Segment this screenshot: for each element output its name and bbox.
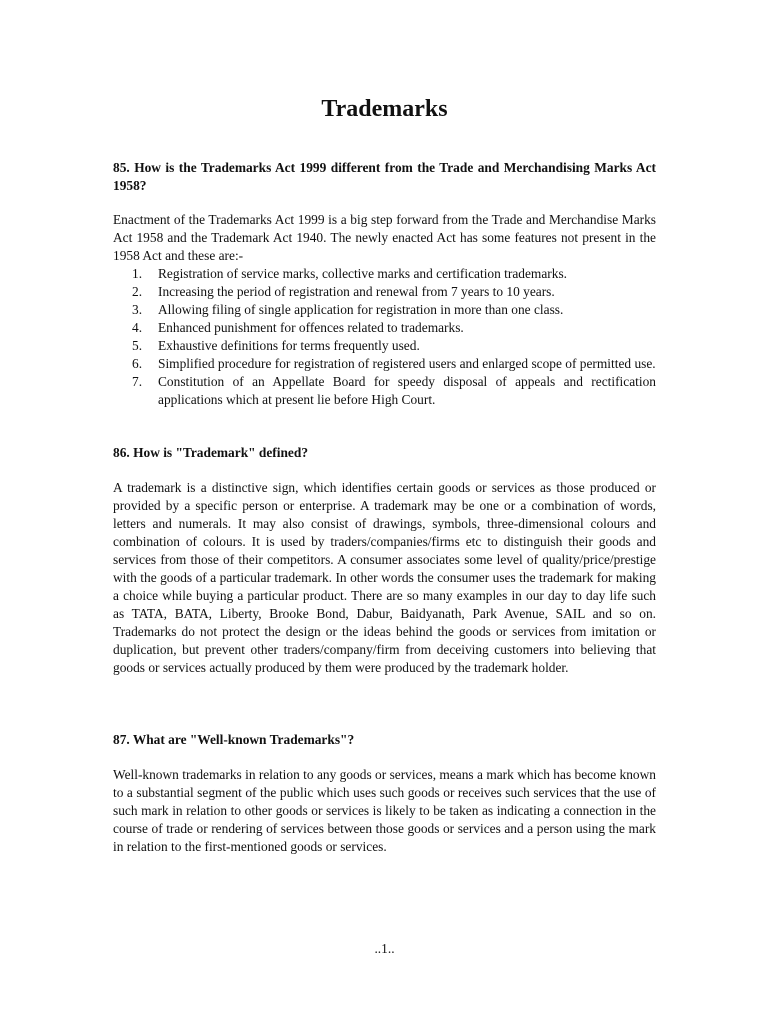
page-number: ..1.. xyxy=(374,941,395,956)
question-87-heading: 87. What are "Well-known Trademarks"? xyxy=(113,732,355,747)
list-item-text: Allowing filing of single application for registration in more than one class. xyxy=(158,302,564,317)
question-87-body: Well-known trademarks in relation to any goods or services, means a mark which has become known to a substantial segment of the public which uses such goods or receives such services that the use of such mark in relation to other goods or services is likely to be taken as indicating a connection in the course of trade or rendering of services between those goods or services and a person using the mark in relation to the first-mentioned goods or services. xyxy=(113,767,656,854)
question-85-heading: 85. How is the Trademarks Act 1999 different from the Trade and Merchandising Marks Act 1958? xyxy=(113,160,656,193)
list-item-text: Simplified procedure for registration of registered users and enlarged scope of permitted use. xyxy=(158,356,656,371)
question-86-body: A trademark is a distinctive sign, which identifies certain goods or services as those produced or provided by a specific person or enterprise. A trademark may be one or a combination of words, letters and numerals. It may also consist of drawings, symbols, three-dimensional colours and combination of colours. It is used by traders/companies/firms etc to distinguish their goods and services from those of their competitors. A consumer associates some level of quality/price/prestige with the goods of a particular trademark. In other words the consumer uses the trademark for making a choice while buying a particular product. There are so many examples in our day to day life such as TATA, BATA, Liberty, Brooke Bond, Dabur, Baidyanath, Park Avenue, SAIL and so on. Trademarks do not protect the design or the ideas behind the goods or services from imitation or duplication, but prevent other traders/company/firm from deceiving customers into believing that goods or services actually produced by them were produced by the trademark holder. xyxy=(113,480,656,675)
list-item-text: Exhaustive definitions for terms frequently used. xyxy=(158,338,420,353)
list-item-number: 7. xyxy=(132,374,143,389)
list-item-number: 6. xyxy=(132,356,143,371)
list-item xyxy=(113,301,656,319)
list-item-number: 2. xyxy=(132,284,143,299)
list-item-number: 4. xyxy=(132,320,143,335)
list-item xyxy=(113,337,656,355)
list-item xyxy=(113,283,656,301)
list-item xyxy=(113,373,656,409)
page-title: Trademarks xyxy=(321,96,448,122)
list-item-text: Registration of service marks, collective marks and certification trademarks. xyxy=(158,266,568,281)
question-85-intro: Enactment of the Trademarks Act 1999 is a big step forward from the Trade and Merchandise Marks Act 1958 and the Trademark Act 1940. The newly enacted Act has some features not present in the 1958 Act and these are:- xyxy=(113,212,656,263)
list-item-text: Enhanced punishment for offences related to trademarks. xyxy=(158,320,464,335)
question-86-heading: 86. How is "Trademark" defined? xyxy=(113,445,309,460)
list-item-number: 3. xyxy=(132,302,143,317)
list-item xyxy=(113,355,656,373)
list-item-text: Increasing the period of registration and renewal from 7 years to 10 years. xyxy=(158,284,555,299)
list-item xyxy=(113,319,656,337)
list-item-number: 1. xyxy=(132,266,143,281)
list-item xyxy=(113,265,656,283)
document-page xyxy=(113,0,656,1024)
act-features-list xyxy=(113,265,656,409)
list-item-text: Constitution of an Appellate Board for speedy disposal of appeals and rectification applications which at present lie before High Court. xyxy=(158,374,656,407)
list-item-number: 5. xyxy=(132,338,143,353)
